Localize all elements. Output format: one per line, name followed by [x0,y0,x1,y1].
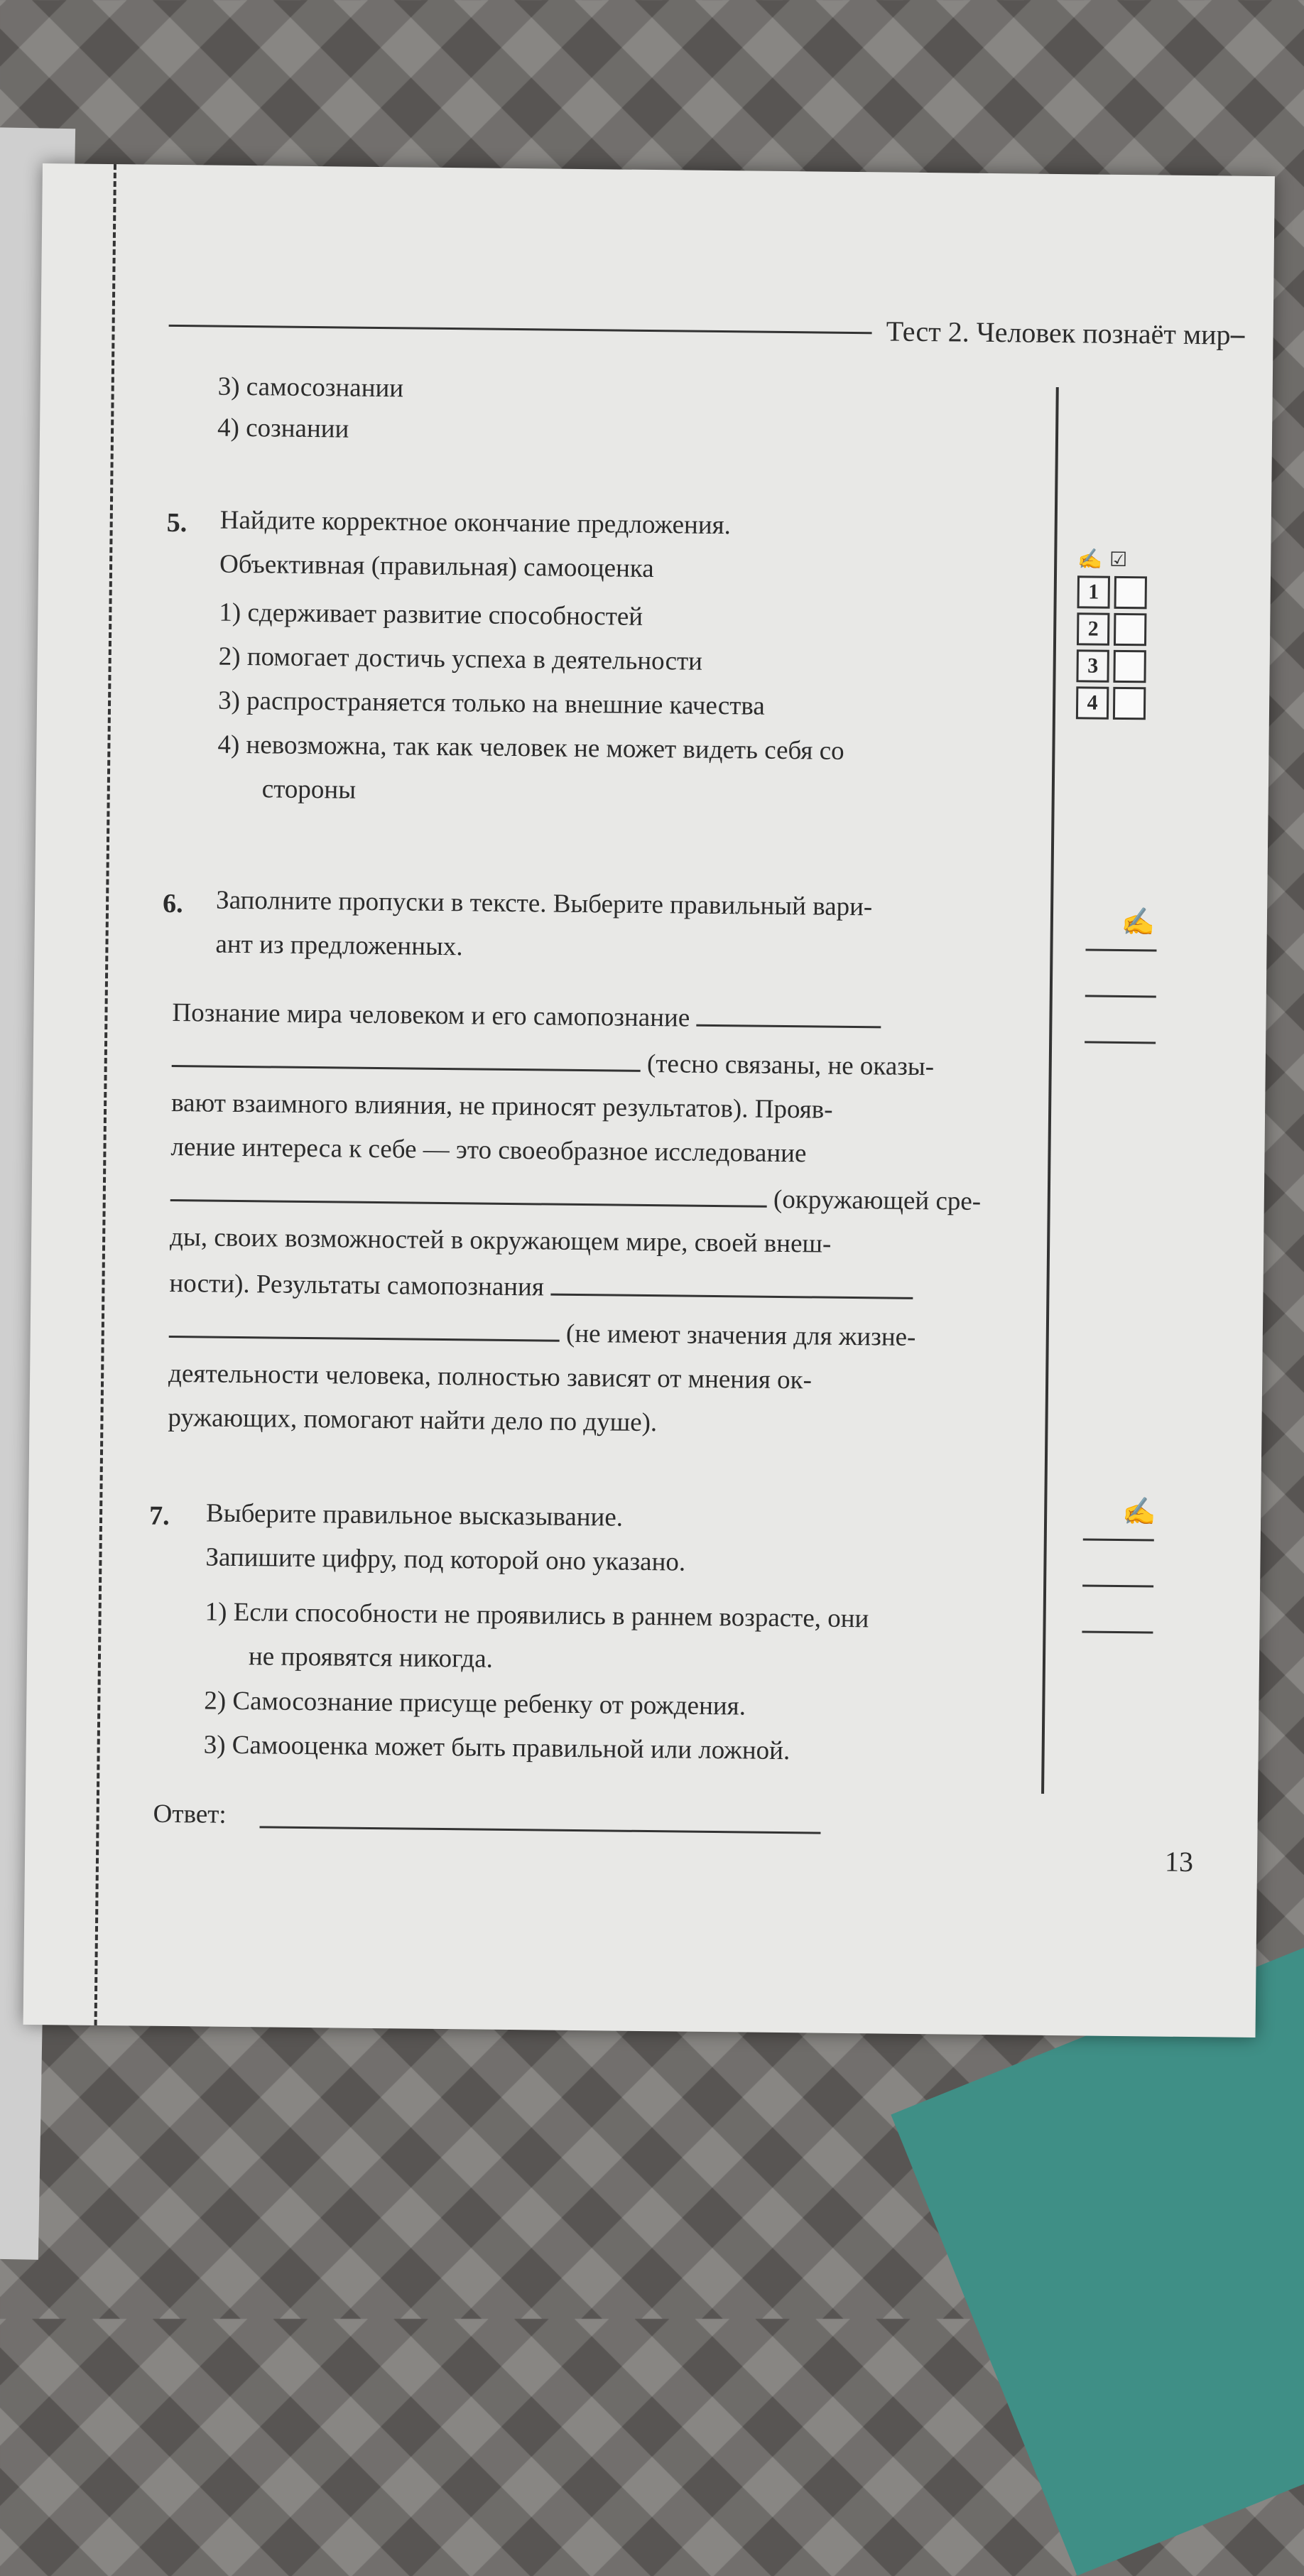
q7-side-line-3[interactable] [1082,1630,1153,1633]
q5-answer-header [1077,547,1147,572]
q5-number: 5. [166,507,188,539]
q6-fill-text [168,989,1036,1449]
pen-icon: ✍ [1077,548,1103,571]
q7-option-1: 1) Если способности не проявились в раннем возрасте, они [205,1597,869,1634]
prev-option-4: 4) сознании [217,413,349,444]
pen-icon: ✍ [1121,907,1156,938]
checkbox-icon: ☑ [1109,548,1128,572]
q5-prompt: Найдите корректное окончание предложения. [219,505,732,541]
q7-side-line-1[interactable] [1083,1538,1154,1541]
q5-checkbox-2[interactable] [1114,613,1146,646]
q6-text-8: (не имеют значения для жизне- [565,1319,916,1352]
q6-answer-line-2[interactable] [1085,995,1156,997]
margin-rule [1041,387,1059,1794]
q5-option-4: 4) невозможна, так как человек не может видеть себя со [217,730,844,766]
q7-prompt-line2: Запишите цифру, под которой оно указано. [205,1542,686,1577]
q5-box-label-3: 3 [1076,649,1109,682]
workbook-page [23,163,1275,2037]
prev-option-3: 3) самосознании [217,372,404,404]
q5-stem: Объективная (правильная) самооценка [219,549,654,584]
q7-option-1-cont: не проявятся никогда. [248,1642,494,1674]
q6-blank-3a[interactable] [550,1264,913,1299]
q6-blank-2[interactable] [170,1169,767,1208]
pen-icon: ✍ [1121,1497,1156,1527]
q5-option-4-cont: стороны [261,774,357,805]
q5-option-3: 3) распространяется только на внешние качества [217,686,766,721]
q6-text-4: ление интереса к себе — это своеобразное исследование [170,1132,807,1169]
q6-prompt-line1: Заполните пропуски в тексте. Выберите правильный вари- [215,885,873,922]
q6-text-5: (окружающей сре- [773,1184,982,1216]
q6-prompt-line2: ант из предложенных. [215,929,463,962]
q7-answer-label: Ответ: [153,1799,227,1829]
q7-option-3: 3) Самооценка может быть правильной или ложной. [203,1730,790,1766]
q5-checkbox-3[interactable] [1113,650,1146,683]
q7-side-line-2[interactable] [1082,1584,1153,1587]
q5-box-label-2: 2 [1077,612,1109,645]
q7-prompt-line1: Выберите правильное высказывание. [205,1498,624,1532]
q7-number: 7. [148,1500,170,1531]
q6-blank-1a[interactable] [696,995,881,1029]
q6-text-6: ды, своих возможностей в окружающем мире, своей внеш- [169,1222,832,1259]
q5-box-label-1: 1 [1077,575,1110,608]
q6-text-3: вают взаимного влияния, не приносят результатов). Прояв- [170,1088,833,1125]
cut-line [94,164,116,2025]
q6-text-7: ности). Результаты самопознания [169,1268,545,1302]
q5-option-1: 1) сдерживает развитие способностей [219,597,643,632]
q6-answer-line-1[interactable] [1085,948,1156,951]
page-header-title: Тест 2. Человек познаёт мир [872,314,1231,351]
q5-option-2: 2) помогает достичь успеха в деятельности [218,642,703,676]
q6-text-2: (тесно связаны, не оказы- [646,1049,935,1082]
q6-text-1: Познание мира человеком и его самопознание [172,997,690,1033]
q5-answer-grid [1076,547,1148,724]
q6-answer-line-3[interactable] [1085,1041,1156,1044]
q6-text-9: деятельности человека, полностью зависят от мнения ок- [168,1358,813,1395]
q7-answer-field[interactable] [259,1796,820,1834]
q7-option-2: 2) Самосознание присуще ребенку от рождения. [204,1686,746,1721]
q6-blank-3b[interactable] [169,1306,560,1342]
q5-box-label-4: 4 [1076,686,1109,719]
q5-checkbox-4[interactable] [1113,687,1146,720]
q6-blank-1b[interactable] [172,1035,641,1072]
page-number: 13 [1164,1845,1194,1878]
q5-checkbox-1[interactable] [1114,576,1147,609]
q6-number: 6. [162,888,183,919]
q6-text-10: ружающих, помогают найти дело по душе). [168,1402,658,1438]
